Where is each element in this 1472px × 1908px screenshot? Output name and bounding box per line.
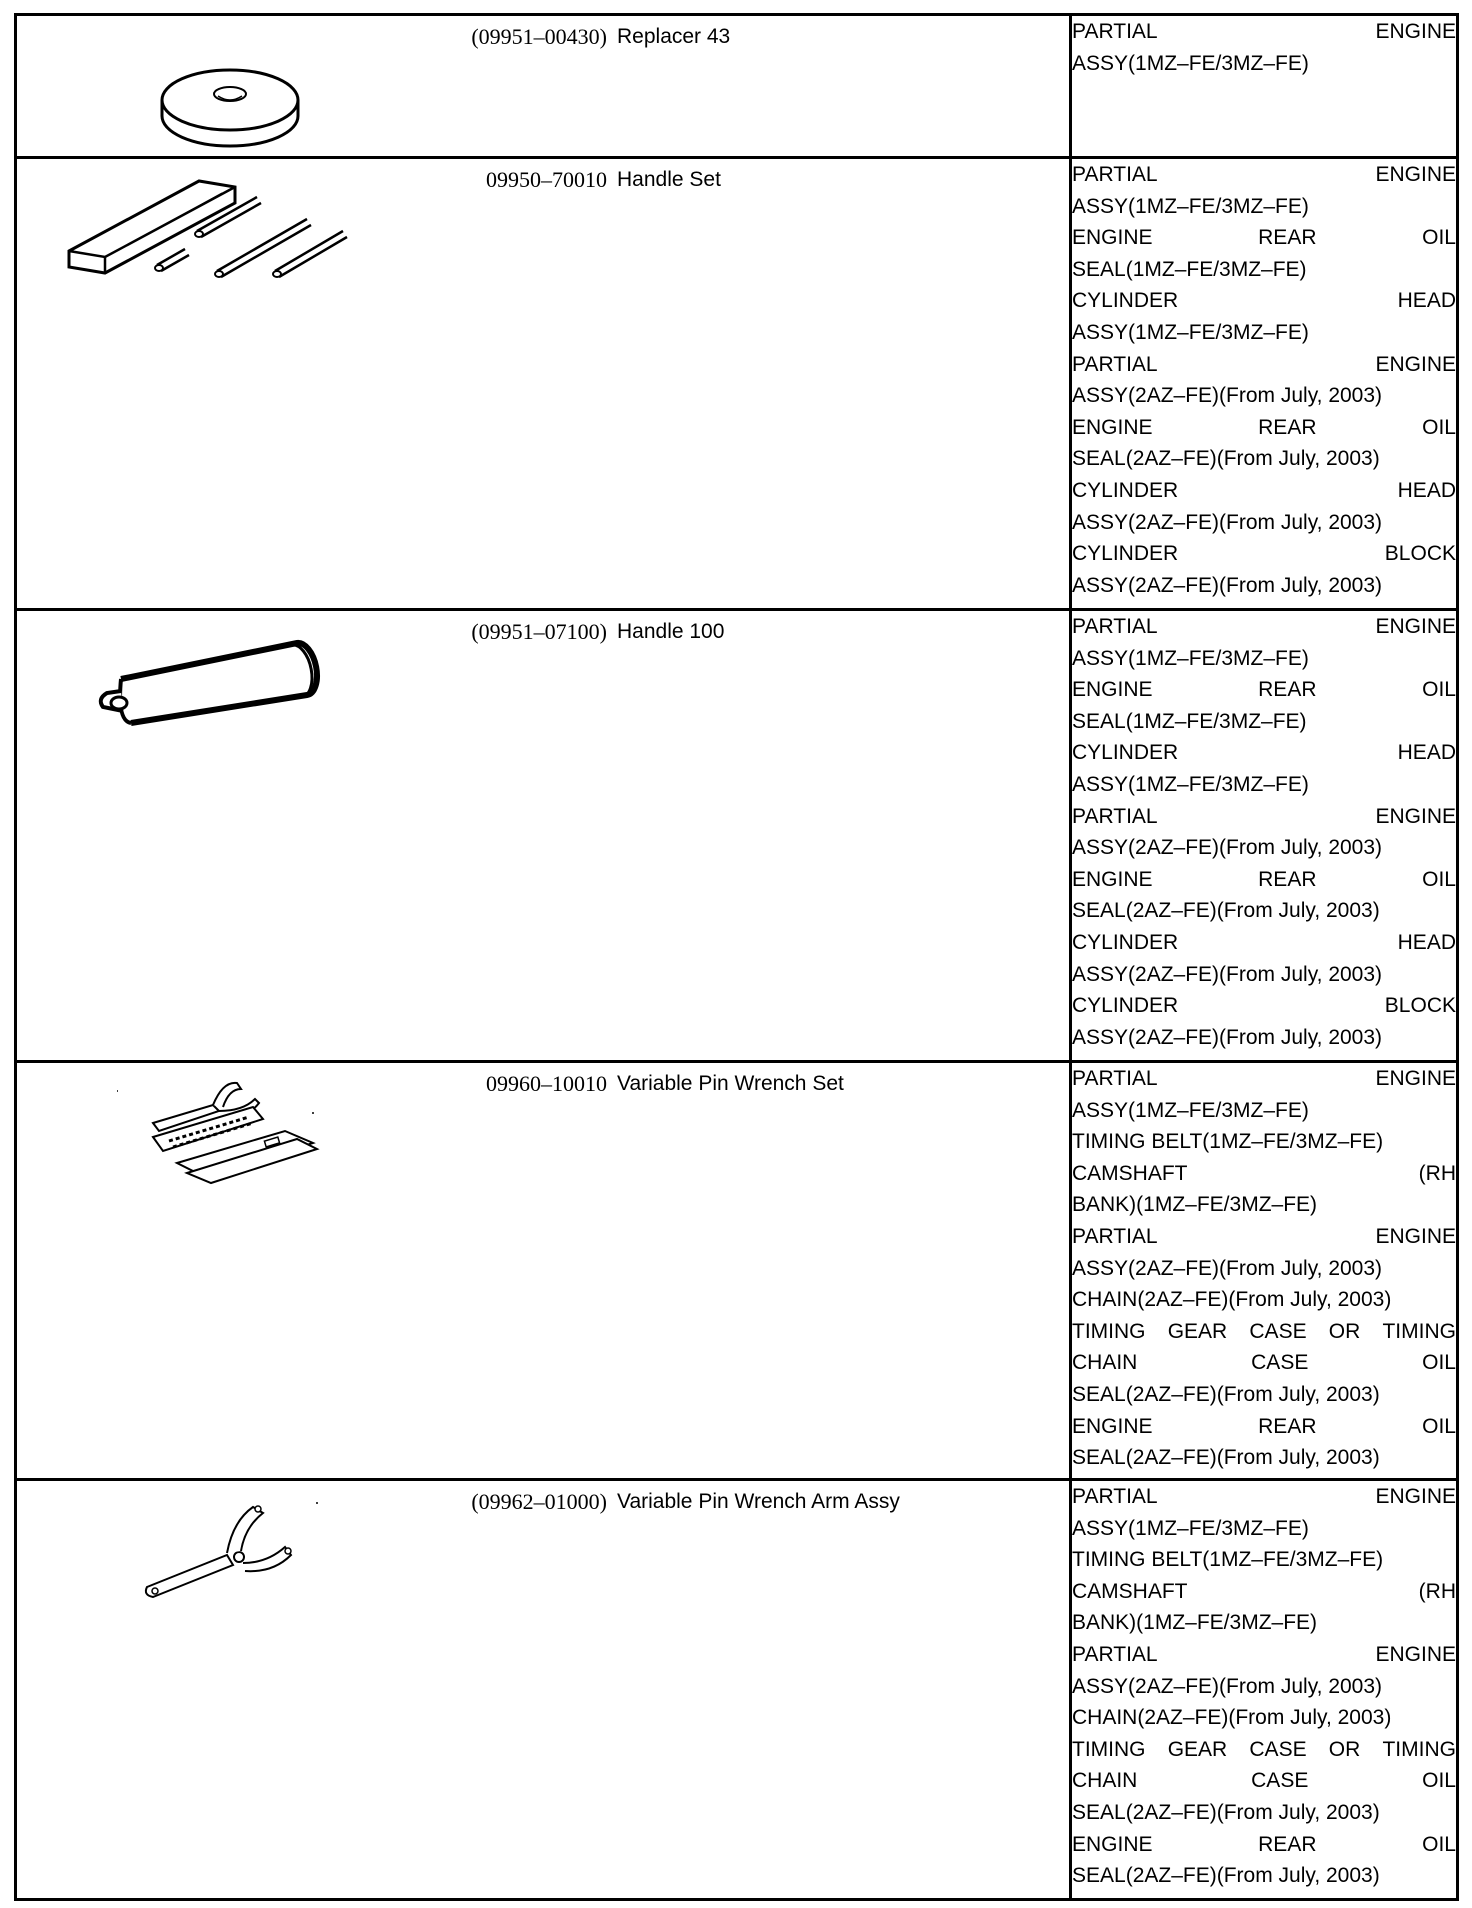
application-word: SEAL(2AZ–FE)(From July, 2003) (1072, 1864, 1380, 1888)
application-word: ASSY(2AZ–FE)(From July, 2003) (1072, 962, 1383, 986)
application-word: CASE (1251, 1769, 1309, 1793)
application-line (1072, 1797, 1456, 1829)
application-word: ENGINE (1072, 415, 1153, 439)
application-word: SEAL(2AZ–FE)(From July, 2003) (1072, 1446, 1380, 1470)
applications-cell (1071, 1062, 1458, 1480)
application-word: BLOCK (1384, 542, 1456, 566)
application-word: ENGINE (1375, 1067, 1456, 1090)
application-word: BLOCK (1384, 994, 1456, 1018)
application-word: OIL (1422, 415, 1456, 439)
application-word: PARTIAL (1072, 352, 1158, 376)
application-word: ASSY(1MZ–FE/3MZ–FE) (1072, 320, 1309, 344)
application-word: ASSY(1MZ–FE/3MZ–FE) (1072, 51, 1309, 75)
application-line (1072, 1411, 1456, 1443)
application-line (1072, 1063, 1456, 1095)
application-word: SEAL(2AZ–FE)(From July, 2003) (1072, 1382, 1380, 1406)
application-line (1072, 349, 1456, 381)
application-word: ASSY(2AZ–FE)(From July, 2003) (1072, 1256, 1383, 1280)
application-word: CASE (1251, 1351, 1309, 1375)
application-word: PARTIAL (1072, 1224, 1158, 1248)
application-line (1072, 990, 1456, 1022)
application-word: CHAIN (1072, 1351, 1138, 1375)
application-word: ENGINE (1072, 1414, 1153, 1438)
tool-name: Variable Pin Wrench Set (617, 1072, 844, 1095)
application-word: ENGINE (1375, 1485, 1456, 1508)
tool-cell (16, 1480, 1071, 1900)
application-word: REAR (1258, 1414, 1317, 1438)
application-line (1072, 864, 1456, 896)
tool-cell (16, 15, 1071, 158)
application-word: HEAD (1397, 289, 1456, 313)
application-line (1072, 16, 1456, 48)
application-line (1072, 507, 1456, 539)
application-word: PARTIAL (1072, 163, 1158, 186)
application-word: SEAL(1MZ–FE/3MZ–FE) (1072, 257, 1307, 281)
application-word: ASSY(1MZ–FE/3MZ–FE) (1072, 1516, 1309, 1540)
application-word: ENGINE (1072, 1832, 1153, 1856)
application-line (1072, 1829, 1456, 1861)
application-word: ENGINE (1072, 867, 1153, 891)
application-line (1072, 48, 1456, 80)
application-word: ASSY(1MZ–FE/3MZ–FE) (1072, 646, 1309, 670)
application-line (1072, 832, 1456, 864)
application-word: CASE (1249, 1319, 1307, 1343)
application-word: OIL (1422, 226, 1456, 250)
application-word: HEAD (1397, 478, 1456, 502)
application-line (1072, 443, 1456, 475)
application-line (1072, 769, 1456, 801)
application-word: CYLINDER (1072, 478, 1179, 502)
application-word: ASSY(2AZ–FE)(From July, 2003) (1072, 510, 1383, 534)
application-word: SEAL(2AZ–FE)(From July, 2003) (1072, 899, 1380, 923)
part-number: (09951–07100) (471, 619, 607, 644)
application-word: PARTIAL (1072, 804, 1158, 828)
application-word: ASSY(2AZ–FE)(From July, 2003) (1072, 1674, 1383, 1698)
application-word: BANK)(1MZ–FE/3MZ–FE) (1072, 1611, 1318, 1635)
application-line (1072, 475, 1456, 507)
application-word: OIL (1422, 1351, 1456, 1375)
pin-wrench-set-icon (117, 1071, 417, 1211)
tool-cell (16, 158, 1071, 610)
application-word: CAMSHAFT (1072, 1579, 1188, 1603)
tool-name: Handle 100 (617, 620, 725, 643)
application-word: ASSY(2AZ–FE)(From July, 2003) (1072, 1025, 1383, 1049)
application-line (1072, 643, 1456, 675)
application-word: CAMSHAFT (1072, 1161, 1188, 1185)
application-line (1072, 538, 1456, 570)
application-word: TIMING (1072, 1319, 1146, 1343)
application-word: CHAIN(2AZ–FE)(From July, 2003) (1072, 1706, 1392, 1730)
application-word: OIL (1422, 678, 1456, 702)
application-word: (RH (1418, 1579, 1456, 1603)
part-number: (09951–00430) (471, 24, 607, 49)
application-word: ENGINE (1375, 163, 1456, 186)
application-word: ENGINE (1375, 352, 1456, 376)
application-word: CYLINDER (1072, 289, 1179, 313)
application-line (1072, 159, 1456, 191)
application-line (1072, 1347, 1456, 1379)
application-line (1072, 1158, 1456, 1190)
application-word: OIL (1422, 867, 1456, 891)
table-row (16, 15, 1458, 158)
application-word: ENGINE (1072, 678, 1153, 702)
tool-cell (16, 610, 1071, 1062)
applications-cell (1071, 610, 1458, 1062)
application-line (1072, 1022, 1456, 1054)
tool-cell (16, 1062, 1071, 1480)
application-word: REAR (1258, 867, 1317, 891)
application-line (1072, 222, 1456, 254)
handle-set-icon (57, 173, 397, 303)
application-word: ENGINE (1375, 1224, 1456, 1248)
application-word: TIMING (1382, 1319, 1456, 1343)
application-word: CYLINDER (1072, 994, 1179, 1018)
application-word: OR (1328, 1737, 1361, 1761)
application-line (1072, 1221, 1456, 1253)
application-word: HEAD (1397, 741, 1456, 765)
application-word: REAR (1258, 678, 1317, 702)
application-word: CYLINDER (1072, 930, 1179, 954)
application-line (1072, 1702, 1456, 1734)
application-line (1072, 801, 1456, 833)
replacer-disc-icon (117, 28, 417, 148)
application-line (1072, 285, 1456, 317)
application-line (1072, 674, 1456, 706)
application-line (1072, 380, 1456, 412)
application-word: OIL (1422, 1769, 1456, 1793)
application-line (1072, 895, 1456, 927)
application-line (1072, 254, 1456, 286)
application-word: GEAR (1167, 1737, 1228, 1761)
application-word: SEAL(2AZ–FE)(From July, 2003) (1072, 1800, 1380, 1824)
application-word: PARTIAL (1072, 615, 1158, 638)
application-line (1072, 1379, 1456, 1411)
application-line (1072, 1284, 1456, 1316)
tool-name: Replacer 43 (617, 25, 731, 48)
application-line (1072, 1607, 1456, 1639)
application-word: TIMING BELT(1MZ–FE/3MZ–FE) (1072, 1548, 1384, 1572)
application-word: ENGINE (1375, 615, 1456, 638)
application-word: ENGINE (1375, 20, 1456, 43)
application-line (1072, 1765, 1456, 1797)
application-word: PARTIAL (1072, 1485, 1158, 1508)
application-line (1072, 317, 1456, 349)
application-line (1072, 1671, 1456, 1703)
application-word: ASSY(1MZ–FE/3MZ–FE) (1072, 194, 1309, 218)
application-word: CHAIN (1072, 1769, 1138, 1793)
part-number: (09962–01000) (471, 1489, 607, 1514)
application-word: OIL (1422, 1414, 1456, 1438)
tool-name: Variable Pin Wrench Arm Assy (617, 1490, 900, 1513)
application-line (1072, 1576, 1456, 1608)
application-word: ASSY(1MZ–FE/3MZ–FE) (1072, 772, 1309, 796)
special-tools-table (14, 13, 1459, 1901)
application-word: ASSY(2AZ–FE)(From July, 2003) (1072, 384, 1383, 408)
application-word: ENGINE (1375, 804, 1456, 828)
application-line (1072, 1095, 1456, 1127)
application-line (1072, 1253, 1456, 1285)
application-word: CYLINDER (1072, 542, 1179, 566)
application-line (1072, 191, 1456, 223)
applications-cell (1071, 15, 1458, 158)
application-word: GEAR (1167, 1319, 1228, 1343)
application-word: ASSY(2AZ–FE)(From July, 2003) (1072, 836, 1383, 860)
application-line (1072, 1639, 1456, 1671)
application-word: (RH (1418, 1161, 1456, 1185)
application-word: CHAIN(2AZ–FE)(From July, 2003) (1072, 1288, 1392, 1312)
part-number: 09960–10010 (486, 1071, 607, 1096)
table-row (16, 158, 1458, 610)
application-word: REAR (1258, 415, 1317, 439)
application-line (1072, 1189, 1456, 1221)
handle-cylinder-icon (77, 623, 377, 733)
application-line (1072, 1316, 1456, 1348)
applications-cell (1071, 1480, 1458, 1900)
tool-name: Handle Set (617, 168, 721, 191)
application-line (1072, 1860, 1456, 1892)
application-line (1072, 1442, 1456, 1474)
application-word: PARTIAL (1072, 20, 1158, 43)
application-word: PARTIAL (1072, 1067, 1158, 1090)
application-word: REAR (1258, 226, 1317, 250)
application-word: ENGINE (1375, 1642, 1456, 1666)
application-word: REAR (1258, 1832, 1317, 1856)
application-line (1072, 1544, 1456, 1576)
application-word: PARTIAL (1072, 1642, 1158, 1666)
application-word: OR (1328, 1319, 1361, 1343)
application-line (1072, 611, 1456, 643)
application-line (1072, 959, 1456, 991)
application-line (1072, 1481, 1456, 1513)
application-word: BANK)(1MZ–FE/3MZ–FE) (1072, 1193, 1318, 1217)
pin-wrench-arm-icon (127, 1491, 387, 1621)
application-line (1072, 927, 1456, 959)
application-word: SEAL(2AZ–FE)(From July, 2003) (1072, 447, 1380, 471)
application-line (1072, 737, 1456, 769)
application-word: ENGINE (1072, 226, 1153, 250)
application-word: HEAD (1397, 930, 1456, 954)
application-word: TIMING (1382, 1737, 1456, 1761)
applications-cell (1071, 158, 1458, 610)
application-line (1072, 706, 1456, 738)
application-line (1072, 570, 1456, 602)
application-word: ASSY(2AZ–FE)(From July, 2003) (1072, 573, 1383, 597)
application-word: ASSY(1MZ–FE/3MZ–FE) (1072, 1098, 1309, 1122)
application-line (1072, 412, 1456, 444)
application-line (1072, 1126, 1456, 1158)
application-word: OIL (1422, 1832, 1456, 1856)
application-line (1072, 1734, 1456, 1766)
application-word: CYLINDER (1072, 741, 1179, 765)
application-word: TIMING (1072, 1737, 1146, 1761)
application-word: CASE (1249, 1737, 1307, 1761)
part-number: 09950–70010 (486, 167, 607, 192)
table-row (16, 1480, 1458, 1900)
application-word: TIMING BELT(1MZ–FE/3MZ–FE) (1072, 1130, 1384, 1154)
application-line (1072, 1513, 1456, 1545)
table-row (16, 1062, 1458, 1480)
table-row (16, 610, 1458, 1062)
application-word: SEAL(1MZ–FE/3MZ–FE) (1072, 709, 1307, 733)
